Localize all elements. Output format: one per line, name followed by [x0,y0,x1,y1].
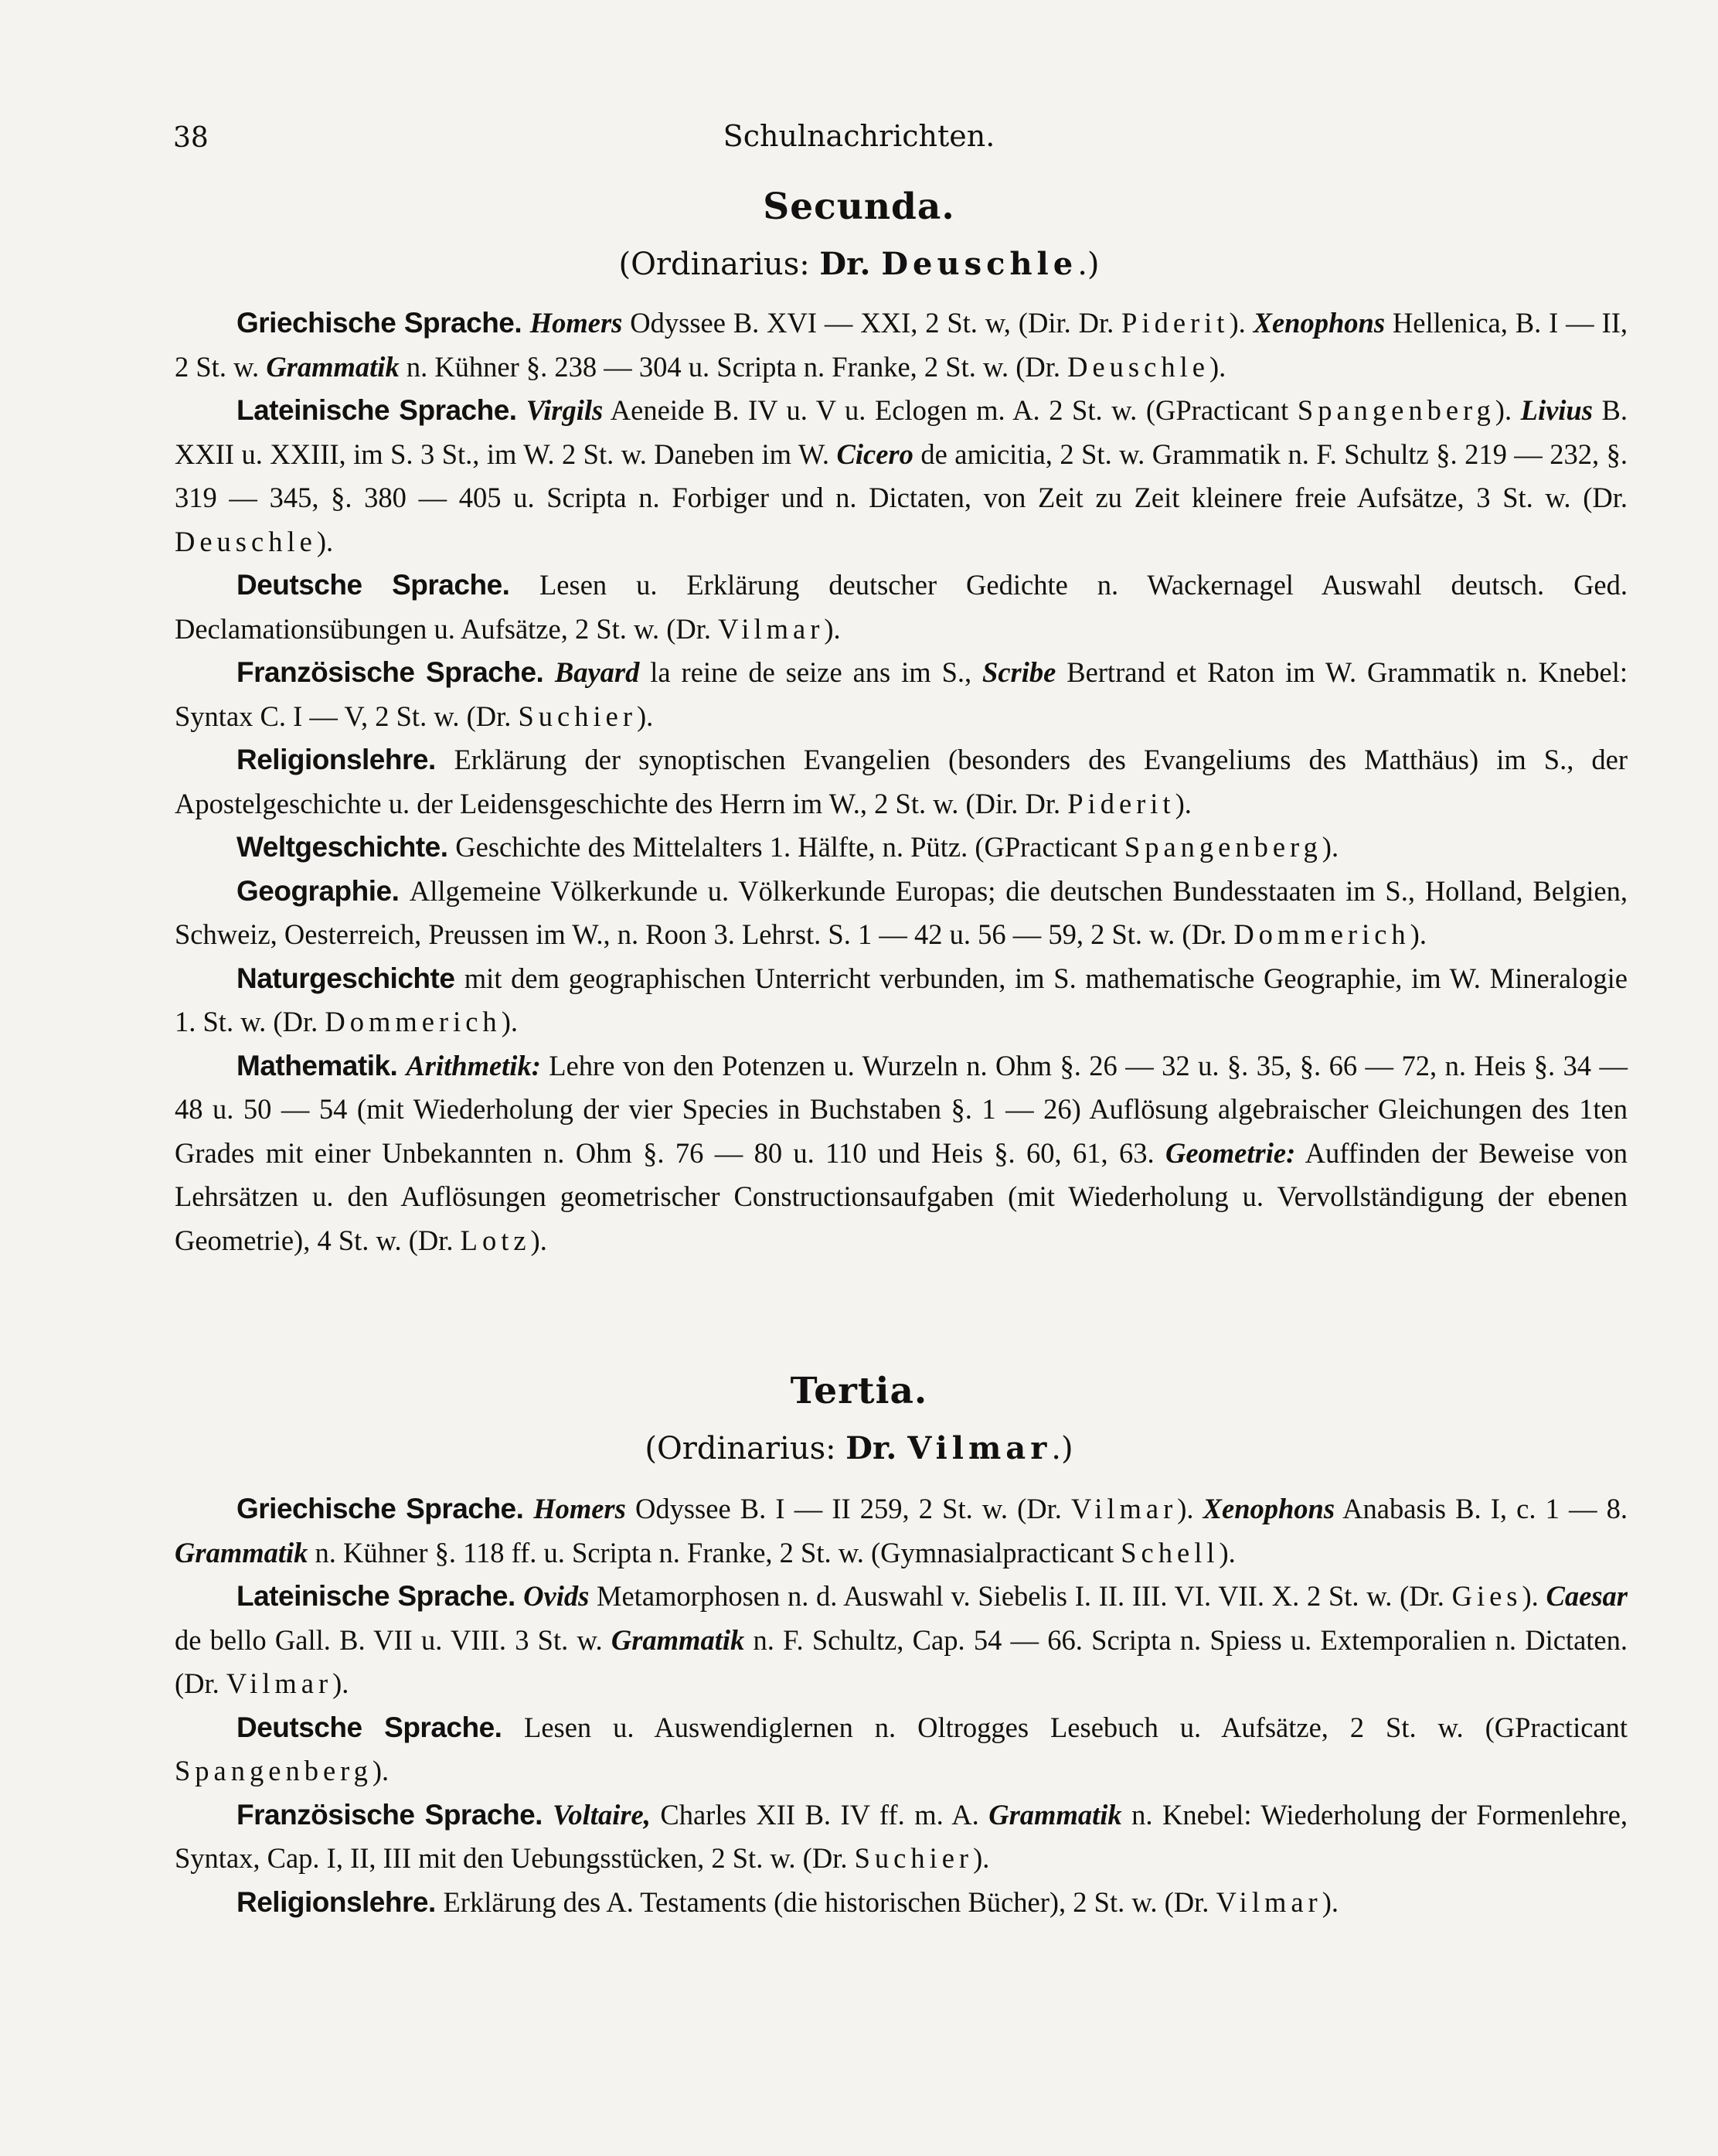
entry-text: Geschichte des Mittelalters 1. Hälfte, n. Pütz. (GPracticant [455,831,1124,863]
teacher-name: Piderit [1121,307,1230,339]
secunda-entries [175,301,1628,1262]
secunda-title: Secunda. [763,186,955,228]
entry-text: Metamorphosen n. d. Auswahl v. Siebelis I. II. III. VI. VII. X. 2 St. w. (Dr. [589,1580,1452,1612]
course-entry [175,1706,1628,1793]
author-title: Scribe [982,656,1056,688]
subject-heading: Mathematik. [236,1049,407,1081]
author-title: Grammatik [611,1623,745,1656]
teacher-name: Schell [1121,1536,1220,1568]
course-entry [175,1881,1628,1925]
entry-text: Lehre von den Potenzen u. Wurzeln n. Ohm §. 26 — 32 u. §. 35, §. 66 — 72, n. Heis §. 34 — 48 u. 50 — 54 (mit Wiederholung der vier Species in Buchstaben §. 1 — 26) Auflösung algebraischer Gleichungen des 1ten Grades mit einer Unbekannten n. Ohm §. 76 — 80 u. 110 und Heis §. 60, 61, 63. [175,1049,1628,1169]
author-title: Xenophons [1203,1493,1335,1524]
tertia-ordinarius: (Ordinarius: Dr. Vilmar.) [645,1430,1073,1466]
author-title: Ovids [523,1580,590,1612]
author-title: Bayard [554,656,640,688]
page-header [0,116,1718,162]
subject-heading: Griechische Sprache. [236,1493,534,1524]
course-entry [175,1793,1628,1881]
author-title: Cicero [836,438,913,470]
course-entry [175,564,1628,651]
page-number: 38 [173,122,209,154]
course-entry [175,957,1628,1044]
entry-text: mit dem geographischen Unterricht verbunden, im S. mathematische Geographie, im W. Mineralogie 1. St. w. (Dr. [175,962,1628,1037]
entry-text: Odyssee B. XVI — XXI, 2 St. w, (Dir. Dr. [622,307,1122,339]
secunda-ordinarius-name: Deuschle [881,246,1078,282]
author-title: Grammatik [988,1798,1122,1831]
subject-heading: Französische Sprache. [236,1798,553,1831]
entry-text: Aeneide B. IV u. V u. Eclogen m. A. 2 St. w. (GPracticant [603,394,1298,426]
entry-text: ). [332,1667,349,1699]
teacher-name: Spangenberg [1297,394,1495,426]
course-entry [175,389,1628,564]
entry-text: n. Kühner §. 118 ff. u. Scripta n. Franke, 2 St. w. (Gymnasialpracticant [308,1536,1121,1568]
entry-text: n. Kühner §. 238 — 304 u. Scripta n. Franke, 2 St. w. (Dr. [399,350,1068,383]
entry-text: Lesen u. Erklärung deutscher Gedichte n. Wackernagel Auswahl deutsch. Ged. Declamationsübungen u. Aufsätze, 2 St. w. (Dr. [175,569,1628,645]
teacher-name: Vilmar [226,1667,333,1699]
entry-text: Hellenica, B. I — II, 2 St. w. [175,307,1628,383]
entry-text: ). [1219,1536,1236,1568]
subject-heading: Deutsche Sprache. [236,1711,525,1743]
entry-text: ). [501,1006,518,1037]
author-title: Geometrie: [1165,1136,1296,1169]
entry-text: ). [1177,1493,1203,1524]
subject-heading: Religionslehre. [236,744,454,775]
entry-text: n. Knebel: Wiederholung der Formenlehre, Syntax, Cap. I, II, III mit den Uebungsstücken, 2 St. w. (Dr. [175,1798,1628,1874]
subject-heading: Lateinische Sprache. [236,394,526,426]
author-title: Homers [533,1493,626,1524]
entry-text: ). [824,612,841,645]
secunda-ordinarius: (Ordinarius: Dr. Deuschle.) [618,246,1100,282]
entry-text: Allgemeine Völkerkunde u. Völkerkunde Europas; die deutschen Bundesstaaten im S., Holland, Belgien, Schweiz, Oesterreich, Preussen im W., n. Roon 3. Lehrst. S. 1 — 42 u. 56 — 59, 2 St. w. (Dr. [175,874,1628,950]
author-title: Xenophons [1253,307,1386,339]
teacher-name: Suchier [518,700,637,732]
entry-text: ). [1410,918,1427,950]
entry-text: ). [316,525,334,557]
entry-text: de amicitia, 2 St. w. Grammatik n. F. Schultz §. 219 — 232, §. 319 — 345, §. 380 — 405 u. Scripta n. Forbiger und n. Dictaten, von Zeit zu Zeit kleinere freie Aufsätze, 3 St. w. (Dr. [175,438,1628,513]
entry-text: Odyssee B. I — II 259, 2 St. w. (Dr. [625,1493,1072,1524]
subject-heading: Religionslehre. [236,1885,444,1918]
author-title: Arithmetik: [406,1049,541,1081]
author-title: Virgils [526,394,604,426]
course-entry [175,738,1628,826]
course-entry [175,651,1628,738]
author-title: Caesar [1546,1580,1628,1612]
course-entry [175,870,1628,957]
entry-text: ). [530,1224,547,1256]
entry-text: ). [1522,1580,1546,1612]
running-head: Schulnachrichten. [723,119,995,153]
entry-text: n. F. Schultz, Cap. 54 — 66. Scripta n. Spiess u. Extemporalien n. Dictaten. (Dr. [175,1623,1628,1699]
subject-heading: Lateinische Sprache. [236,1580,524,1612]
teacher-name: Spangenberg [1124,831,1322,863]
entry-text: Charles XII B. IV ff. m. A. [650,1798,989,1831]
entry-text: Bertrand et Raton im W. Grammatik n. Knebel: Syntax C. I — V, 2 St. w. (Dr. [175,656,1628,732]
entry-text: Anabasis B. I, c. 1 — 8. [1335,1493,1628,1524]
teacher-name: Suchier [854,1842,974,1874]
entry-text: ). [1322,831,1339,863]
author-title: Homers [529,307,623,339]
course-entry [175,301,1628,389]
tertia-ordinarius-name: Vilmar [907,1430,1052,1466]
course-entry [175,1575,1628,1706]
entry-text: de bello Gall. B. VII u. VIII. 3 St. w. [175,1623,611,1656]
teacher-name: Lotz [460,1224,531,1256]
entry-text: Erklärung der synoptischen Evangelien (besonders des Evangeliums des Matthäus) im S., der Apostelgeschichte u. der Leidensgeschichte des Herrn im W., 2 St. w. (Dir. Dr. [175,744,1628,819]
teacher-name: Spangenberg [175,1755,373,1786]
teacher-name: Piderit [1067,787,1175,819]
subject-heading: Naturgeschichte [236,962,464,994]
subject-heading: Griechische Sprache. [236,307,530,339]
teacher-name: Deuschle [1067,350,1209,383]
course-entry [175,1487,1628,1575]
entry-text: la reine de seize ans im S., [639,656,983,688]
entry-text: ). [1495,394,1521,426]
subject-heading: Französische Sprache. [236,656,555,688]
teacher-name: Deuschle [175,525,317,557]
author-title: Grammatik [266,350,400,383]
entry-text: Erklärung des A. Testaments (die historischen Bücher), 2 St. w. (Dr. [443,1885,1216,1918]
entry-text: ). [1175,787,1192,819]
entry-text: Auffinden der Beweise von Lehrsätzen u. den Auflösungen geometrischer Constructionsaufgaben (mit Wiederholung u. Vervollständigung der ebenen Geometrie), 4 St. w. (Dr. [175,1136,1628,1256]
teacher-name: Vilmar [718,612,825,645]
entry-text: ). [1322,1885,1339,1918]
tertia-title: Tertia. [790,1370,928,1412]
course-entry [175,826,1628,870]
course-entry [175,1044,1628,1263]
entry-text: ). [1229,307,1254,339]
teacher-name: Dommerich [1233,918,1410,950]
teacher-name: Gies [1451,1580,1522,1612]
author-title: Grammatik [175,1536,308,1568]
author-title: Voltaire, [553,1798,651,1831]
teacher-name: Vilmar [1216,1885,1322,1918]
teacher-name: Dommerich [325,1006,502,1037]
tertia-entries [175,1487,1628,1924]
entry-text: Lesen u. Auswendiglernen n. Oltrogges Lesebuch u. Aufsätze, 2 St. w. (GPracticant [524,1711,1628,1743]
subject-heading: Weltgeschichte. [236,831,456,863]
entry-text: B. XXII u. XXIII, im S. 3 St., im W. 2 St. w. Daneben im W. [175,394,1628,470]
teacher-name: Vilmar [1071,1493,1178,1524]
subject-heading: Geographie. [236,874,410,907]
author-title: Livius [1520,394,1593,426]
entry-text: ). [1209,350,1226,383]
entry-text: ). [636,700,654,732]
subject-heading: Deutsche Sprache. [236,569,540,601]
entry-text: ). [372,1755,390,1786]
entry-text: ). [973,1842,990,1874]
